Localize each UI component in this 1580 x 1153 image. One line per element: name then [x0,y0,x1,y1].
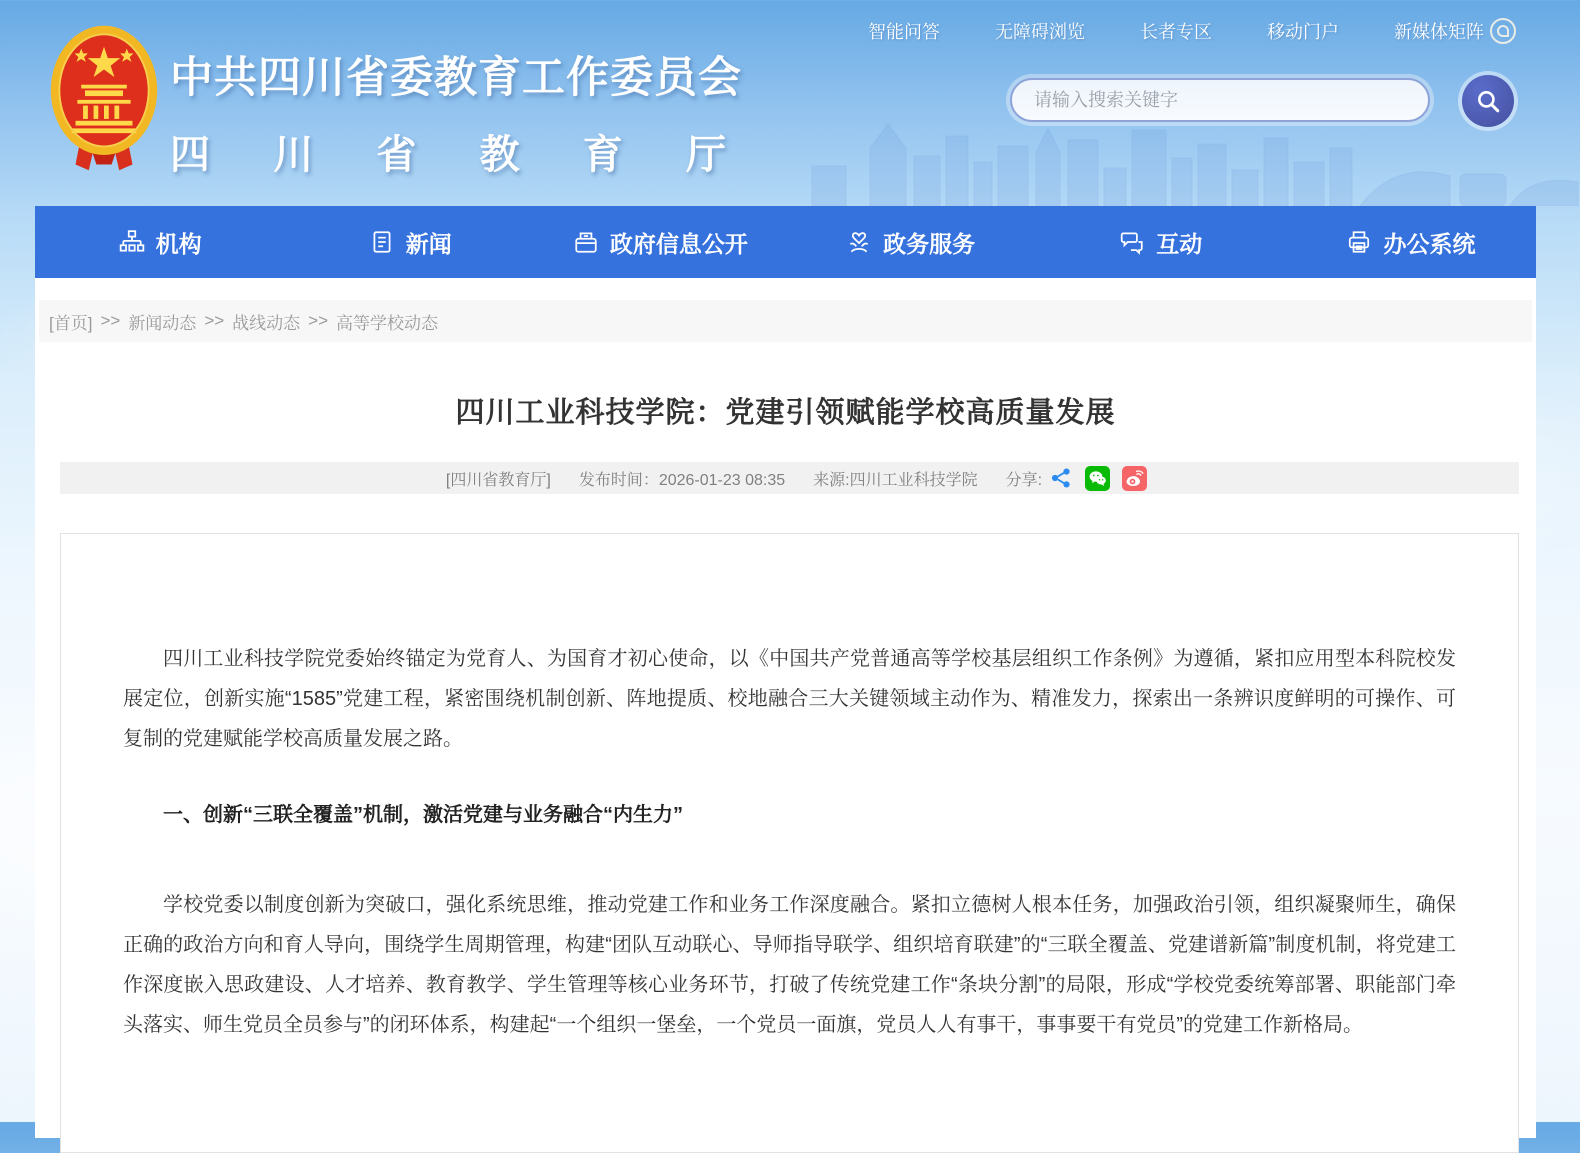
matrix-icon [1490,18,1516,44]
nav-item-info-disclosure[interactable] [535,206,785,278]
nav-item-organization[interactable] [35,206,285,278]
breadcrumb [39,300,1532,342]
breadcrumb-home[interactable]: [首页] [49,313,93,333]
meta-publish-time: 发布时间：2026-01-23 08:35 [578,471,786,489]
page-container [35,278,1536,1138]
link-accessibility[interactable]: 无障碍浏览 [995,22,1085,42]
nav-label: 新闻 [405,230,452,257]
link-senior-zone[interactable]: 长者专区 [1140,22,1212,42]
nav-label: 政府信息公开 [609,230,748,257]
site-title-block [170,44,742,180]
meta-share-label: 分享: [1005,471,1043,489]
breadcrumb-separator: >> [308,311,329,330]
meta-origin: 来源:四川工业科技学院 [813,471,978,489]
breadcrumb-frontline[interactable]: 战线动态 [232,313,301,333]
info-disclosure-icon [573,229,599,255]
weibo-share-button[interactable] [1122,466,1147,491]
breadcrumb-separator: >> [100,311,121,330]
link-mobile-portal[interactable]: 移动门户 [1267,22,1339,42]
share-icon [1050,467,1072,489]
nav-label: 互动 [1156,230,1203,257]
search-box [1010,78,1430,122]
main-nav [35,206,1536,278]
site-header [0,0,1580,206]
service-heart-icon [846,229,872,255]
article-paragraph-2: 学校党委以制度创新为突破口，强化系统思维，推动党建工作和业务工作深度融合。紧扣立德树人根本任务，加强政治引领，组织凝聚师生，确保正确的政治方向和育人导向，围绕学生周期管理，构建“团队互动联心、导师指导联学、组织培育联建”的“三联全覆盖、党建谱新篇”制度机制，将党建工作深度嵌入思政建设、人才培养、教育教学、学生管理等核心业务环节，打破了传统党建工作“条块分割”的局限，形成“学校党委统筹部署、职能部门牵头落实、师生党员全员参与”的闭环体系，构建起“一个组织一堡垒，一个党员一面旗，党员人人有事干，事事要干有党员”的党建工作新格局。 [123,894,1456,1036]
office-system-icon [1346,229,1372,255]
search-icon [1475,88,1501,114]
nav-item-news[interactable] [285,206,535,278]
article-meta-bar [60,462,1519,494]
wechat-icon [1088,469,1107,488]
interaction-icon [1119,229,1145,255]
national-emblem-icon [46,22,162,174]
national-emblem-logo[interactable] [46,22,162,174]
search-input[interactable] [1010,78,1430,122]
wechat-share-button[interactable] [1085,466,1110,491]
weibo-icon [1125,469,1144,488]
org-title-line1: 中共四川省委教育工作委员会 [170,54,742,102]
nav-label: 机构 [155,230,202,257]
meta-source-tag: [四川省教育厅] [445,471,551,489]
article-paragraph-1: 四川工业科技学院党委始终锚定为党育人、为国育才初心使命，以《中国共产党普通高等学校基层组织工作条例》为遵循，紧扣应用型本科院校发展定位，创新实施“1585”党建工程，紧密围绕机制创新、阵地提质、校地融合三大关键领域主动作为、精准发力，探索出一条辨识度鲜明的可操作、可复制的党建赋能学校高质量发展之路。 [123,648,1456,750]
city-skyline-decoration [810,118,1580,206]
link-new-media-matrix[interactable]: 新媒体矩阵 [1394,18,1516,44]
article-body [61,534,1518,1085]
org-structure-icon [119,229,145,255]
share-button[interactable] [1048,466,1073,491]
link-smart-qa[interactable]: 智能问答 [868,22,940,42]
nav-label: 办公系统 [1383,230,1476,257]
utility-links [868,18,1516,44]
breadcrumb-higher-ed[interactable]: 高等学校动态 [336,313,439,333]
nav-item-office-system[interactable] [1286,206,1536,278]
news-icon [369,229,395,255]
article-content-box [60,533,1519,1153]
nav-label: 政务服务 [883,230,976,257]
org-title-line2: 四川省教育厅 [170,133,726,177]
breadcrumb-separator: >> [204,311,225,330]
article-title: 四川工业科技学院：党建引领赋能学校高质量发展 [455,397,1116,429]
breadcrumb-news[interactable]: 新闻动态 [128,313,197,333]
nav-item-interaction[interactable] [1036,206,1286,278]
section-heading-1: 一、创新“三联全覆盖”机制，激活党建与业务融合“内生力” [163,804,683,826]
share-buttons [1048,466,1147,491]
nav-item-gov-services[interactable] [786,206,1036,278]
